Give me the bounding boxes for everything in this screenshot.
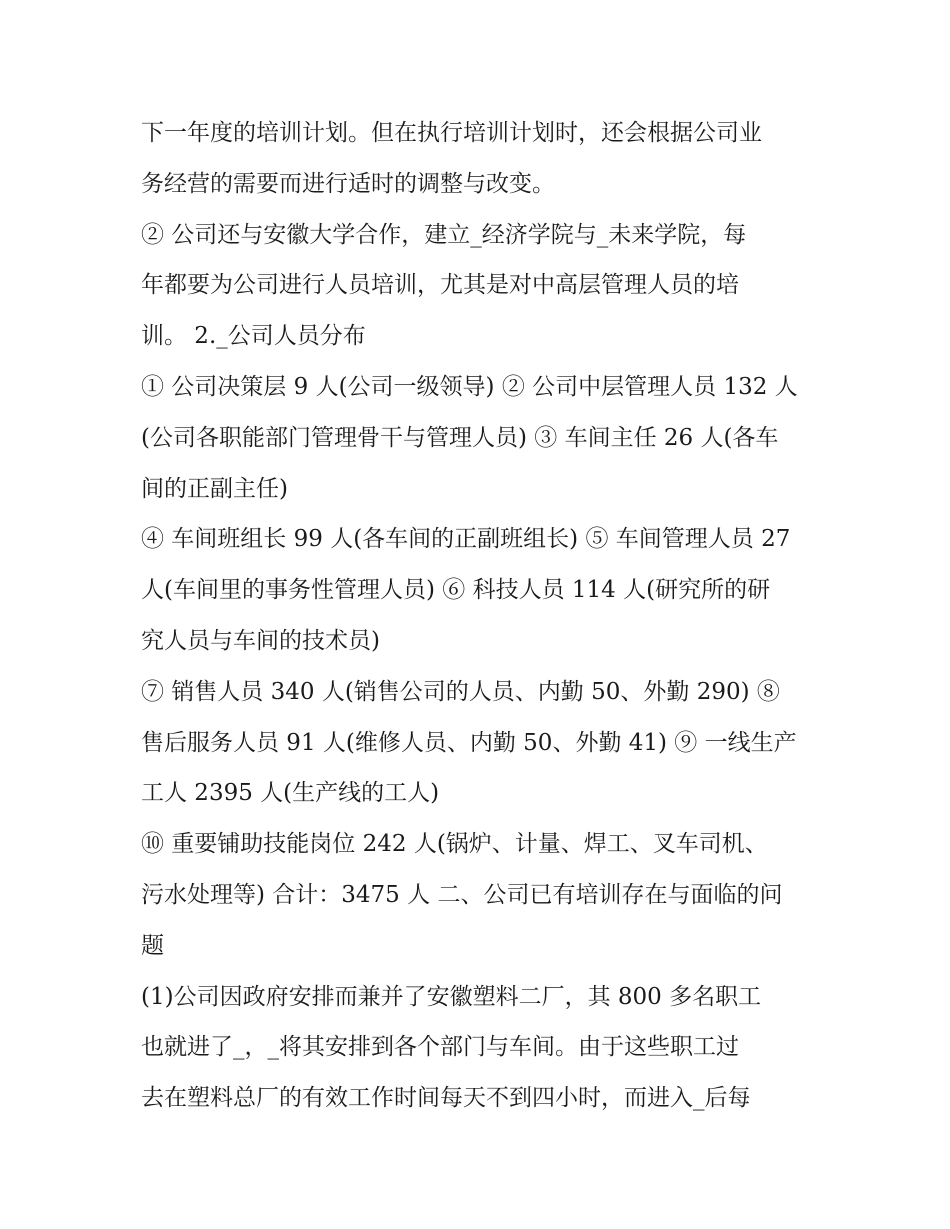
- text-line: 工人 2395 人(生产线的工人): [141, 780, 440, 807]
- text-line: (公司各职能部门管理骨干与管理人员) ③ 车间主任 26 人(各车: [141, 424, 779, 451]
- text-line: 污水处理等) 合计：3475 人 二、公司已有培训存在与面临的问: [141, 881, 783, 908]
- text-line: 售后服务人员 91 人(维修人员、内勤 50、外勤 41) ⑨ 一线生产: [141, 729, 797, 756]
- text-line: 务经营的需要而进行适时的调整与改变。: [141, 170, 555, 197]
- text-line: 去在塑料总厂的有效工作时间每天不到四小时，而进入_后每: [141, 1085, 751, 1112]
- text-line: 年都要为公司进行人员培训，尤其是对中高层管理人员的培: [141, 272, 739, 299]
- text-line: ② 公司还与安徽大学合作，建立_经济学院与_未来学院，每: [141, 221, 747, 248]
- text-line: ④ 车间班组长 99 人(各车间的正副班组长) ⑤ 车间管理人员 27: [141, 526, 791, 553]
- text-line: 也就进了_，_将其安排到各个部门与车间。由于这些职工过: [141, 1034, 739, 1061]
- text-line: 人(车间里的事务性管理人员) ⑥ 科技人员 114 人(研究所的研: [141, 577, 771, 604]
- text-line: (1)公司因政府安排而兼并了安徽塑料二厂，其 800 多名职工: [141, 983, 762, 1010]
- text-line: ① 公司决策层 9 人(公司一级领导) ② 公司中层管理人员 132 人: [141, 373, 798, 400]
- text-line: 训。 2._公司人员分布: [141, 323, 366, 350]
- text-line: 间的正副主任): [141, 475, 288, 502]
- text-line: ⑦ 销售人员 340 人(销售公司的人员、内勤 50、外勤 290) ⑧: [141, 678, 780, 705]
- text-line: ⑩ 重要铺助技能岗位 242 人(锅炉、计量、焊工、叉车司机、: [141, 831, 768, 858]
- document-body: [141, 108, 821, 1124]
- text-line: 究人员与车间的技术员): [141, 627, 380, 654]
- text-line: 下一年度的培训计划。但在执行培训计划时，还会根据公司业: [141, 120, 762, 146]
- text-line: 题: [141, 932, 164, 959]
